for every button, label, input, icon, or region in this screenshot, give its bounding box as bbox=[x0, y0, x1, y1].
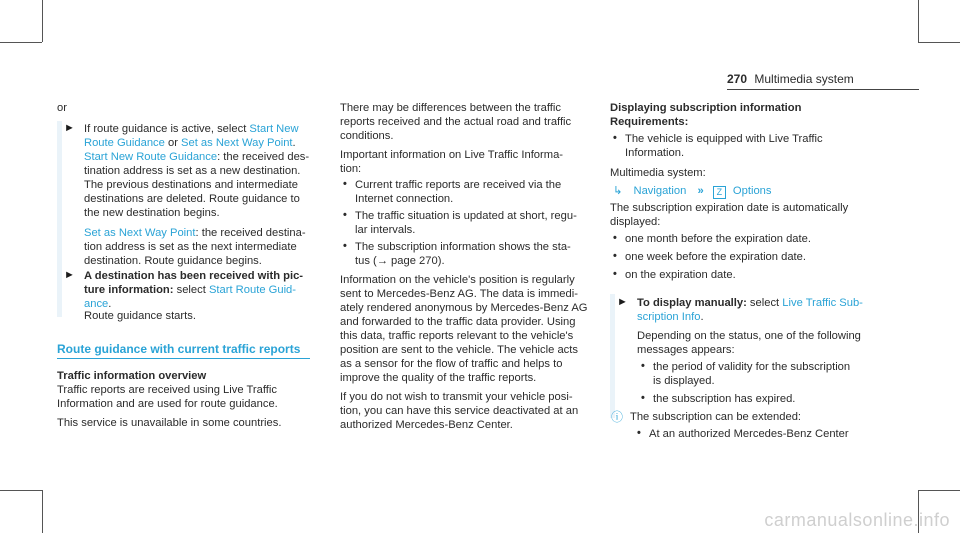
watermark: carmanualsonline.info bbox=[764, 510, 950, 530]
step-arrow-icon: ► bbox=[617, 296, 628, 308]
return-arrow-icon: ↳ bbox=[613, 185, 623, 197]
step-bar bbox=[610, 294, 615, 418]
bullet-text: The traffic situation is updated at short, regu- bbox=[355, 210, 577, 222]
section-heading: Route guidance with current traffic reports bbox=[57, 342, 301, 356]
requirements-label: Requirements: bbox=[610, 116, 689, 128]
paragraph-line: tion: bbox=[340, 163, 362, 175]
step-text: If route guidance is active, select Start New bbox=[84, 123, 299, 135]
bullet-text: Information. bbox=[625, 147, 685, 159]
step-text: messages appears: bbox=[637, 344, 735, 356]
subsection-heading: Displaying subscription information bbox=[610, 102, 802, 114]
crop-mark bbox=[42, 490, 43, 533]
step-text: Start New Route Guidance: the received des- bbox=[84, 151, 310, 163]
paragraph-line: as a sensor for the flow of traffic and helps to bbox=[340, 358, 563, 370]
paragraph-line: Information and are used for route guidance. bbox=[57, 398, 278, 410]
options-link: Options bbox=[732, 185, 772, 197]
step-text: ture information: select Start Route Guid- bbox=[84, 284, 297, 296]
paragraph-line: improve the quality of the traffic reports. bbox=[340, 372, 537, 384]
header-rule bbox=[727, 89, 919, 90]
info-icon: ⓘ bbox=[611, 410, 624, 424]
bullet-text: lar intervals. bbox=[355, 224, 416, 236]
system-label: Multimedia system: bbox=[610, 167, 706, 179]
bullet: • bbox=[641, 392, 645, 404]
bullet-text: tus (→ page 270). bbox=[355, 255, 445, 267]
step-text: the new destination begins. bbox=[84, 207, 220, 219]
bullet-text: Current traffic reports are received via the bbox=[355, 179, 562, 191]
bullet-text: The vehicle is equipped with Live Traffic bbox=[625, 133, 823, 145]
paragraph-line: Traffic reports are received using Live Traffic bbox=[57, 384, 277, 396]
step-text: A destination has been received with pic- bbox=[84, 270, 304, 282]
note-text: The subscription can be extended: bbox=[630, 411, 802, 423]
step-text: tion address is set as the next intermediate bbox=[84, 241, 297, 253]
bullet-text: is displayed. bbox=[653, 375, 715, 387]
crop-mark bbox=[918, 42, 960, 43]
paragraph-line: reports received and the actual road and traffic bbox=[340, 116, 572, 128]
paragraph-line: Important information on Live Traffic Informa- bbox=[340, 149, 564, 161]
bullet-text: the subscription has expired. bbox=[653, 393, 796, 405]
section-title: Multimedia system bbox=[754, 72, 854, 86]
step-text: scription Info. bbox=[637, 311, 704, 323]
nav-path bbox=[613, 184, 771, 199]
bullet: • bbox=[637, 427, 641, 439]
crop-mark bbox=[918, 0, 919, 42]
step-text: Route guidance starts. bbox=[84, 310, 196, 322]
paragraph-line: this data, traffic reports relevant to the vehicle's bbox=[340, 330, 574, 342]
bullet: • bbox=[613, 250, 617, 262]
step-bar bbox=[57, 121, 62, 317]
paragraph-line: If you do not wish to transmit your vehicle posi- bbox=[340, 391, 573, 403]
paragraph-line: There may be differences between the traffic bbox=[340, 102, 561, 114]
step-text: destination. Route guidance begins. bbox=[84, 255, 262, 267]
paragraph-line: tion, you can have this service deactivated at an bbox=[340, 405, 579, 417]
bullet-text: one week before the expiration date. bbox=[625, 251, 806, 263]
paragraph-line: displayed: bbox=[610, 216, 661, 228]
crop-mark bbox=[918, 490, 960, 491]
crop-mark bbox=[0, 42, 42, 43]
paragraph-line: This service is unavailable in some countries. bbox=[57, 417, 282, 429]
options-icon: Z bbox=[713, 186, 726, 199]
step-text: Route Guidance or Set as Next Way Point. bbox=[84, 137, 296, 149]
bullet: • bbox=[641, 360, 645, 372]
bullet: • bbox=[343, 240, 347, 252]
paragraph-line: position are sent to the vehicle. The vehicle acts bbox=[340, 344, 578, 356]
paragraph-line: and forwarded to the traffic data provider. Using bbox=[340, 316, 576, 328]
step-text: The previous destinations and intermediate bbox=[84, 179, 298, 191]
step-text: destinations are deleted. Route guidance to bbox=[84, 193, 300, 205]
bullet: • bbox=[613, 132, 617, 144]
crop-mark bbox=[0, 490, 42, 491]
sub-heading: Traffic information overview bbox=[57, 370, 207, 382]
bullet-text: At an authorized Mercedes-Benz Center bbox=[649, 428, 849, 440]
bullet-text: on the expiration date. bbox=[625, 269, 736, 281]
step-arrow-icon: ► bbox=[64, 122, 75, 134]
step-arrow-icon: ► bbox=[64, 269, 75, 281]
step-text: Set as Next Way Point: the received destina- bbox=[84, 227, 306, 239]
bullet: • bbox=[343, 209, 347, 221]
bullet: • bbox=[343, 178, 347, 190]
heading-rule bbox=[57, 358, 310, 359]
crop-mark bbox=[42, 0, 43, 42]
nav-link: Navigation bbox=[633, 185, 687, 197]
bullet: • bbox=[613, 232, 617, 244]
paragraph-line: ately rendered anonymous by Mercedes-Benz AG bbox=[340, 302, 588, 314]
bullet: • bbox=[613, 268, 617, 280]
or-text: or bbox=[57, 102, 67, 114]
bullet-text: one month before the expiration date. bbox=[625, 233, 811, 245]
page-number: 270 bbox=[727, 72, 748, 86]
step-text: ance. bbox=[84, 298, 112, 310]
page-header bbox=[727, 72, 854, 86]
bullet-text: The subscription information shows the sta- bbox=[355, 241, 571, 253]
step-text: To display manually: select Live Traffic Sub- bbox=[637, 297, 863, 309]
paragraph-line: The subscription expiration date is automatically bbox=[610, 202, 849, 214]
paragraph-line: authorized Mercedes-Benz Center. bbox=[340, 419, 513, 431]
step-text: tination address is set as a new destination. bbox=[84, 165, 301, 177]
paragraph-line: sent to Mercedes-Benz AG. The data is immedi- bbox=[340, 288, 578, 300]
paragraph-line: conditions. bbox=[340, 130, 394, 142]
separator-icon: » bbox=[697, 185, 704, 197]
paragraph-line: Information on the vehicle's position is regularly bbox=[340, 274, 575, 286]
bullet-text: Internet connection. bbox=[355, 193, 454, 205]
step-text: Depending on the status, one of the following bbox=[637, 330, 861, 342]
bullet-text: the period of validity for the subscription bbox=[653, 361, 851, 373]
